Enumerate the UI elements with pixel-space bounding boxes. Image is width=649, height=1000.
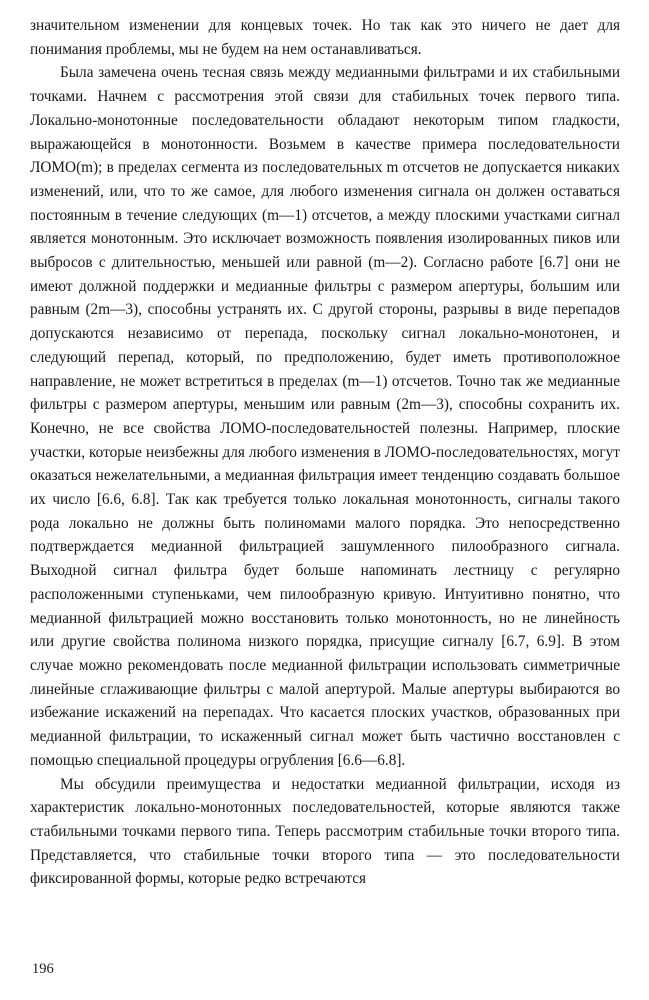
paragraph-continuation: значительном изменении для концевых точек. Но так как это ничего не дает для понимания проблемы, мы не будем на нем останавливаться. <box>30 17 620 58</box>
document-page <box>30 14 620 891</box>
paragraph-median-filters: Была замечена очень тесная связь между медианными фильтрами и их стабильными точками. Начнем с рассмотрения этой связи для стабильных точек первого типа. Локально-монотонные последовательности обладают некоторым типом гладкости, выражающейся в монотонности. Возьмем в качестве примера последовательности ЛОМО(m); в пределах сегмента из последовательных m отсчетов не допускается никаких изменений, или, что то же самое, для любого изменения сигнала он должен оставаться постоянным в течение следующих (m—1) отсчетов, а между плоскими участками сигнал является монотонным. Это исключает возможность появления изолированных пиков или выбросов с длительностью, меньшей или равной (m—2). Согласно работе [6.7] они не имеют должной поддержки и медианные фильтры с размером апертуры, большим или равным (2m—3), способны устранять их. С другой стороны, разрывы в виде перепадов допускаются независимо от перепада, поскольку сигнал локально-монотонен, и следующий перепад, который, по предположению, будет иметь противоположное направление, не может встретиться в пределах (m—1) отсчетов. Точно так же медианные фильтры с размером апертуры, меньшим или равным (2m—3), способны сохранить их. Конечно, не все свойства ЛОМО-последовательностей полезны. Например, плоские участки, которые неизбежны для любого изменения в ЛОМО-последовательностях, могут оказаться нежелательными, а медианная фильтрация имеет тенденцию создавать большое их число [6.6, 6.8]. Так как требуется только локальная монотонность, сигналы такого рода локально не должны быть полиномами малого порядка. Это непосредственно подтверждается медианной фильтрацией зашумленного пилообразного сигнала. Выходной сигнал фильтра будет больше напоминать лестницу с регулярно расположенными ступеньками, чем пилообразную кривую. Интуитивно понятно, что медианной фильтрацией можно восстановить только монотонность, но не линейность или другие свойства полинома низкого порядка, присущие сигналу [6.7, 6.9]. В этом случае можно рекомендовать после медианной фильтрации использовать симметричные линейные сглаживающие фильтры с малой апертурой. Малые апертуры выбираются во избежание искажений на перепадах. Что касается плоских участков, образованных при медианной фильтрации, то искаженный сигнал может быть частично восстановлен с помощью специальной процедуры огрубления [6.6—6.8]. <box>30 64 620 769</box>
page-number: 196 <box>32 961 54 977</box>
paragraph-stable-points: Мы обсудили преимущества и недостатки медианной фильтрации, исходя из характеристик локально-монотонных последовательностей, которые являются также стабильными точками первого типа. Теперь рассмотрим стабильные точки второго типа. Представляется, что стабильные точки второго типа — это последовательности фиксированной формы, которые редко встречаются <box>30 775 620 888</box>
